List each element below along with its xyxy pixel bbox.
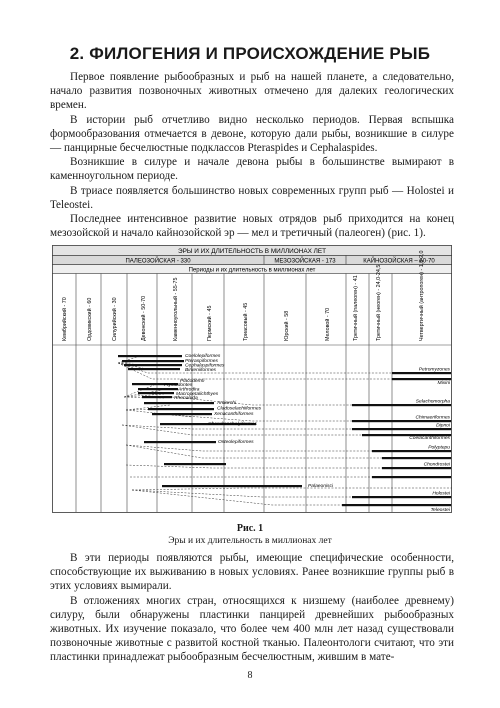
paragraph-1: Первое появление рыбообразных и рыб на нашей планете, а следовательно, начало развития позвоночных животных отмечено для далеких геологических времен. <box>50 71 454 111</box>
group-rhenanida: Rhenanida <box>174 396 198 401</box>
period-ordovician: Ордовикский - 60 <box>87 297 93 341</box>
group-selachomorpha: Selachomorpha <box>415 399 450 405</box>
period-permian: Пермский - 45 <box>207 305 213 341</box>
period-silurian: Силурийский - 30 <box>112 297 118 341</box>
group-coelolepiformes: Coelolepiformes <box>185 354 221 359</box>
group-teleostei: Teleostei <box>430 508 450 513</box>
group-xenacanthiformes: Xenacanthiformes <box>214 412 254 417</box>
period-quaternary: Четвертичный (антропоген) - 1,5-2,0 <box>419 250 425 341</box>
figure-caption-subtitle: Эры и их длительность в миллионах лет <box>168 536 332 546</box>
group-cladoselachiiformes: Cladoselachiiformes <box>217 406 262 412</box>
group-petromyzones: Petromyzones <box>418 367 450 373</box>
periods-header: Периоды и их длительность в миллионах лет <box>188 267 316 274</box>
page-number: 8 <box>247 670 253 681</box>
era-mesozoic: МЕЗОЗОЙСКАЯ - 173 <box>274 258 336 265</box>
group-mixini: Mixini <box>437 381 450 386</box>
group-ptyctodontes: Ptyctodontes <box>164 383 193 388</box>
period-devonian: Девонский - 50-70 <box>141 295 147 341</box>
period-cretaceous: Меловой - 70 <box>325 307 331 341</box>
group-osteolepiformes: Osteolepiformes <box>218 440 254 445</box>
group-arthrodira: Arthrodira <box>178 387 200 393</box>
group-macropetalichthyes: Macropetalichthyes <box>176 392 219 397</box>
era-cenozoic: КАЙНОЗОЙСКАЯ – 60-70 <box>363 258 435 265</box>
chapter-heading: 2. ФИЛОГЕНИЯ И ПРОИСХОЖДЕНИЕ РЫБ <box>69 44 431 63</box>
group-chimaeriformes: Chimaeriformes <box>415 415 450 421</box>
group-dipnoi: Dipnoi <box>436 423 450 429</box>
group-polypteri: Polyptери <box>428 445 450 451</box>
range-bars <box>118 355 451 506</box>
period-carboniferous: Каменноугольный - 55-75 <box>173 277 179 341</box>
period-neogene: Третичный (неоген) - 24,0-24,5 <box>376 264 382 341</box>
group-coelacanthiformes: Coelacanthiformes <box>409 436 450 441</box>
paragraph-3: Возникшие в силуре и начале девона рыбы в большинстве вымирают в каменноугольном периоде. <box>50 156 454 182</box>
group-chondrostei: Chondrostei <box>423 462 450 468</box>
figure-header: ЭРЫ И ИХ ДЛИТЕЛЬНОСТЬ В МИЛЛИОНАХ ЛЕТ <box>177 248 327 256</box>
period-triassic: Триасовый - 45 <box>243 302 249 341</box>
group-placodermi: Placodermi <box>180 379 205 384</box>
paragraph-2: В истории рыб отчетливо видно несколько периодов. Первая вспышка формообразования отмечается в девоне, которую дали рыбы, возникшие в силуре — панцирные бесчелюстные подклассов Pteraspides и Cephalaspides. <box>50 114 454 154</box>
group-palaeonisci: Palaeonisci <box>308 484 334 489</box>
group-cephalaspiformes: Cephalaspiformes <box>185 363 225 369</box>
paragraph-7: В отложениях многих стран, относящихся к низшему (наиболее древнему) силуру, были обнаружены пластинки панцирей древнейших рыбообразных животных. Их изучение показало, что более чем 400 млн лет назад существовали позвоночные животные с развитой костной тканью. Палеонтологи считают, что эти пластинки принадлежат рыбообразным бесчелюстным, жившим в мате- <box>50 595 454 663</box>
paragraph-5: Последнее интенсивное развитие новых отрядов рыб приходится на конец мезозойской и начало кайнозойской эр — мел и третичный (палеоген) (рис. 1). <box>50 213 454 239</box>
period-jurassic: Юрский - 58 <box>284 310 290 341</box>
paragraph-4: В триасе появляется большинство новых современных групп рыб — Holostei и Teleostei. <box>50 185 454 211</box>
phylogeny-figure <box>52 245 452 513</box>
figure-caption-title: Рис. 1 <box>236 523 264 534</box>
group-pteraspiformes: Pteraspiformes <box>185 359 218 364</box>
paragraph-6: В эти периоды появляются рыбы, имеющие специфические особенности, способствующие их выживанию в новых условиях. Ранее возникшие группы рыб в этих условиях вымирали. <box>50 552 454 592</box>
period-cambrian: Кембрийский - 70 <box>62 297 68 341</box>
group-holostei: Holostei <box>432 491 450 497</box>
era-paleozoic: ПАЛЕОЗОЙСКАЯ - 330 <box>125 258 191 265</box>
group-chondrenchelyiformes: Chondrenchelyiformes <box>208 422 257 427</box>
group-birkeniiformes: Birkeniiformes <box>185 368 216 373</box>
period-paleogene: Третичный (палеоген) - 41 <box>353 275 359 341</box>
group-antiarchi: Antiarchi <box>217 401 237 406</box>
